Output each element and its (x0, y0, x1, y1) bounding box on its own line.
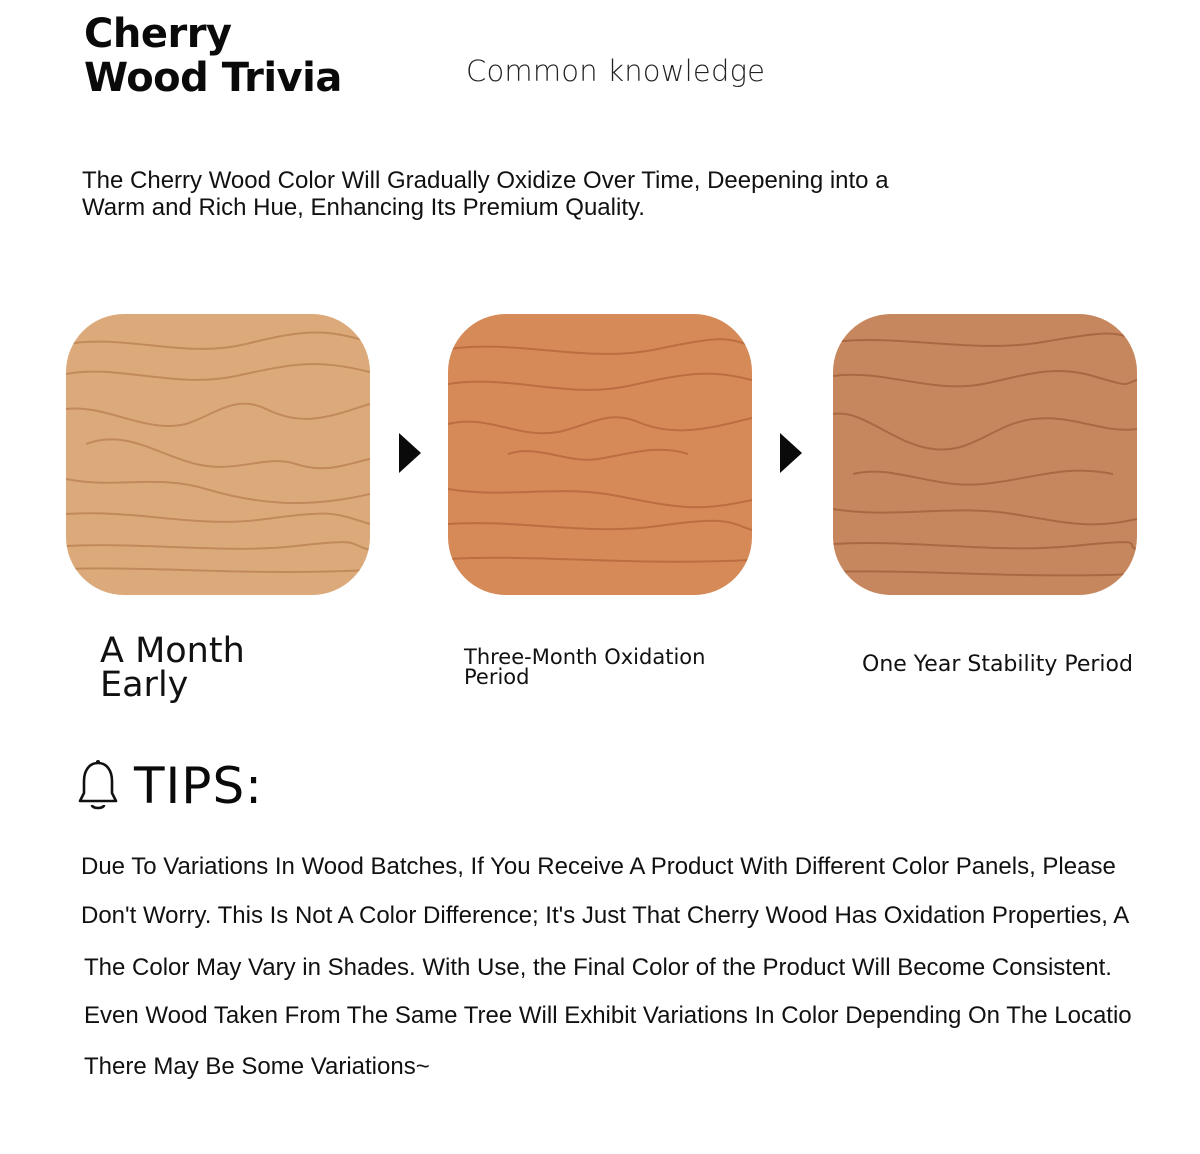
page-title-text: Cherry Wood Trivia (84, 11, 342, 101)
play-triangle-icon (780, 433, 802, 473)
wood-swatch-one-year (833, 314, 1137, 595)
stage-label-three-month: Three-Month Oxidation Period (464, 645, 706, 689)
bell-icon (78, 759, 118, 813)
play-triangle-icon (399, 433, 421, 473)
wood-swatch-month-early (66, 314, 370, 595)
stage-label-one-year: One Year Stability Period (862, 652, 1133, 677)
page-subtitle: Common knowledge (466, 54, 766, 88)
stage-label-text: A Month Early (100, 631, 245, 705)
stage-label-month-early (100, 631, 260, 705)
tip-line: Even Wood Taken From The Same Tree Will Exhibit Variations In Color Depending On The Locatio (84, 1002, 1132, 1029)
tips-title: TIPS: (134, 757, 264, 815)
wood-swatch-three-month (448, 314, 752, 595)
tip-line: Due To Variations In Wood Batches, If You Receive A Product With Different Color Panels, Please (81, 853, 1116, 880)
tip-line: There May Be Some Variations~ (84, 1053, 430, 1080)
page-title (84, 12, 364, 100)
tips-header (78, 757, 263, 815)
intro-text: The Cherry Wood Color Will Gradually Oxidize Over Time, Deepening into a Warm and Rich Hue, Enhancing Its Premium Quality. (82, 167, 889, 221)
tip-line: Don't Worry. This Is Not A Color Difference; It's Just That Cherry Wood Has Oxidation Properties, A (81, 902, 1130, 929)
tip-line: The Color May Vary in Shades. With Use, the Final Color of the Product Will Become Consistent. (84, 954, 1112, 981)
